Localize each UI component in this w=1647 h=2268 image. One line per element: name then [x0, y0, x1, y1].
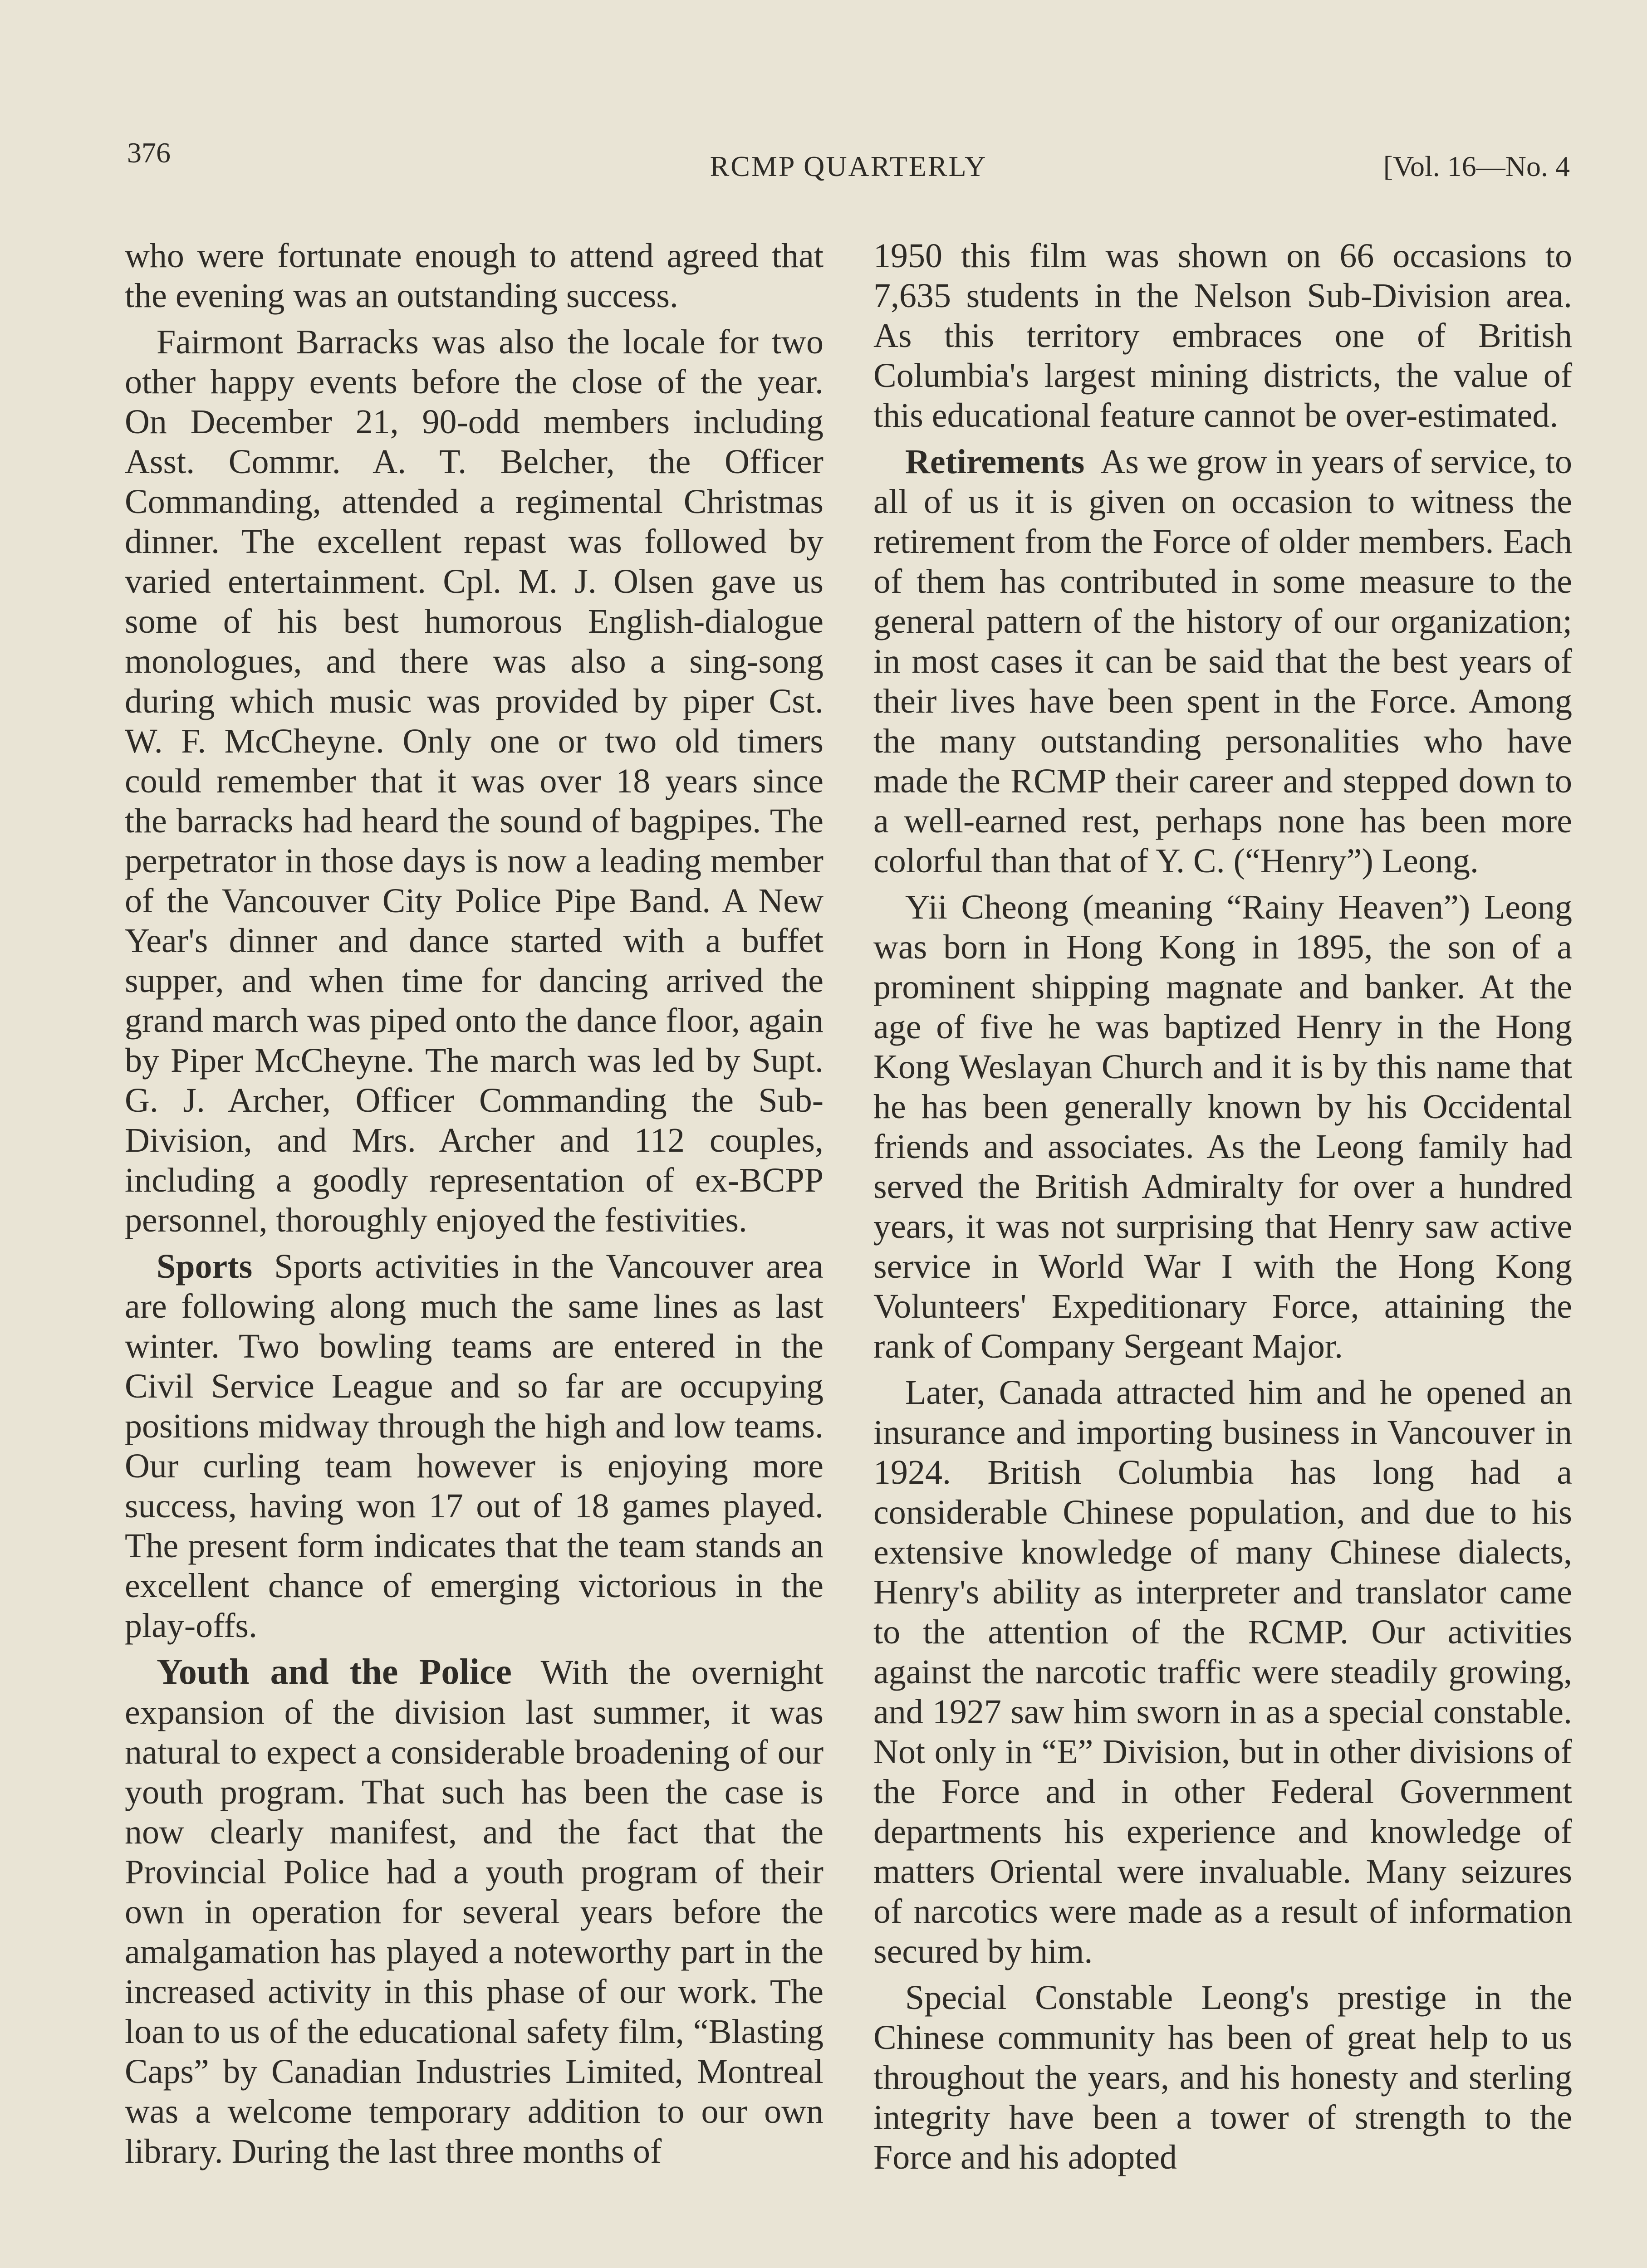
- youth-section: [125, 1652, 824, 2171]
- running-title: RCMP QUARTERLY: [710, 150, 987, 182]
- section-text: With the overnight expansion of the division last summer, it was natural to expect a considerable broadening of our youth program. That such has been the case is now clearly manifest, and the fact that the Provincial Police had a youth program of their own in operation for several years before the amalgamation has played a noteworthy part in the increased activity in this phase of our work. The loan to us of the educational safety film, “Blasting Caps” by Canadian Industries Limited, Montreal was a welcome temporary addition to our own library. During the last three months of: [125, 1653, 824, 2170]
- page-header: [127, 136, 1570, 191]
- volume-issue: [Vol. 16—No. 4: [1383, 150, 1570, 182]
- section-heading: Youth and the Police: [157, 1652, 512, 1692]
- left-column: [125, 236, 824, 2178]
- section-heading: Retirements: [905, 443, 1085, 481]
- sports-section: [125, 1246, 824, 1646]
- page-number: 376: [127, 137, 171, 169]
- section-text: As we grow in years of service, to all of us it is given on occasion to witness the retirement from the Force of older members. Each of them has contributed in some measure to the general pattern of the history of our organization; in most cases it can be said that the best years of their lives have been spent in the Force. Among the many outstanding personalities who have made the RCMP their career and stepped down to a well-earned rest, perhaps none has been more colorful than that of Y. C. (“Henry”) Leong.: [873, 443, 1572, 880]
- paragraph: Special Constable Leong's prestige in the Chinese community has been of great help to us throughout the years, and his honesty and sterling integrity have been a tower of strength to the Force and his adopted: [873, 1979, 1572, 2176]
- section-heading: Sports: [157, 1247, 253, 1286]
- section-text: Sports activities in the Vancouver area are following along much the same lines as last winter. Two bowling teams are entered in the Civil Service League and so far are occupying positions midway through the high and low teams. Our curling team however is enjoying more success, having won 17 out of 18 games played. The present form indicates that the team stands an excellent chance of emerging victorious in the play-offs.: [125, 1247, 824, 1645]
- right-column: [873, 236, 1572, 2184]
- paragraph: Fairmont Barracks was also the locale for two other happy events before the close of the year. On December 21, 90-odd members including Asst. Commr. A. T. Belcher, the Officer Commanding, attended a regimental Christmas dinner. The excellent repast was followed by varied entertainment. Cpl. M. J. Olsen gave us some of his best humorous English-dialogue monologues, and there was also a sing-song during which music was provided by piper Cst. W. F. McCheyne. Only one or two old timers could remember that it was over 18 years since the barracks had heard the sound of bagpipes. The perpetrator in those days is now a leading member of the Vancouver City Police Pipe Band. A New Year's dinner and dance started with a buffet supper, and when time for dancing arrived the grand march was piped onto the dance floor, again by Piper McCheyne. The march was led by Supt. G. J. Archer, Officer Commanding the Sub-Division, and Mrs. Archer and 112 couples, including a goodly representation of ex-BCPP personnel, thoroughly enjoyed the festivities.: [125, 323, 824, 1239]
- paragraph: Yii Cheong (meaning “Rainy Heaven”) Leong was born in Hong Kong in 1895, the son of a prominent shipping magnate and banker. At the age of five he was baptized Henry in the Hong Kong Weslayan Church and it is by this name that he has been generally known by his Occidental friends and associates. As the Leong family had served the British Admiralty for over a hundred years, it was not surprising that Henry saw active service in World War I with the Hong Kong Volunteers' Expeditionary Force, attaining the rank of Company Sergeant Major.: [873, 888, 1572, 1365]
- paragraph: Later, Canada attracted him and he opened an insurance and importing business in Vancouver in 1924. British Columbia has long had a considerable Chinese population, and due to his extensive knowledge of many Chinese dialects, Henry's ability as interpreter and translator came to the attention of the RCMP. Our activities against the narcotic traffic were steadily growing, and 1927 saw him sworn in as a special constable. Not only in “E” Division, but in other divisions of the Force and in other Federal Government departments his experience and knowledge of matters Oriental were invaluable. Many seizures of narcotics were made as a result of information secured by him.: [873, 1374, 1572, 1970]
- paragraph: who were fortunate enough to attend agreed that the evening was an outstanding success.: [125, 237, 824, 315]
- retirements-section: [873, 442, 1572, 881]
- paragraph: 1950 this film was shown on 66 occasions to 7,635 students in the Nelson Sub-Division area. As this territory embraces one of British Columbia's largest mining districts, the value of this educational feature cannot be over-estimated.: [873, 237, 1572, 435]
